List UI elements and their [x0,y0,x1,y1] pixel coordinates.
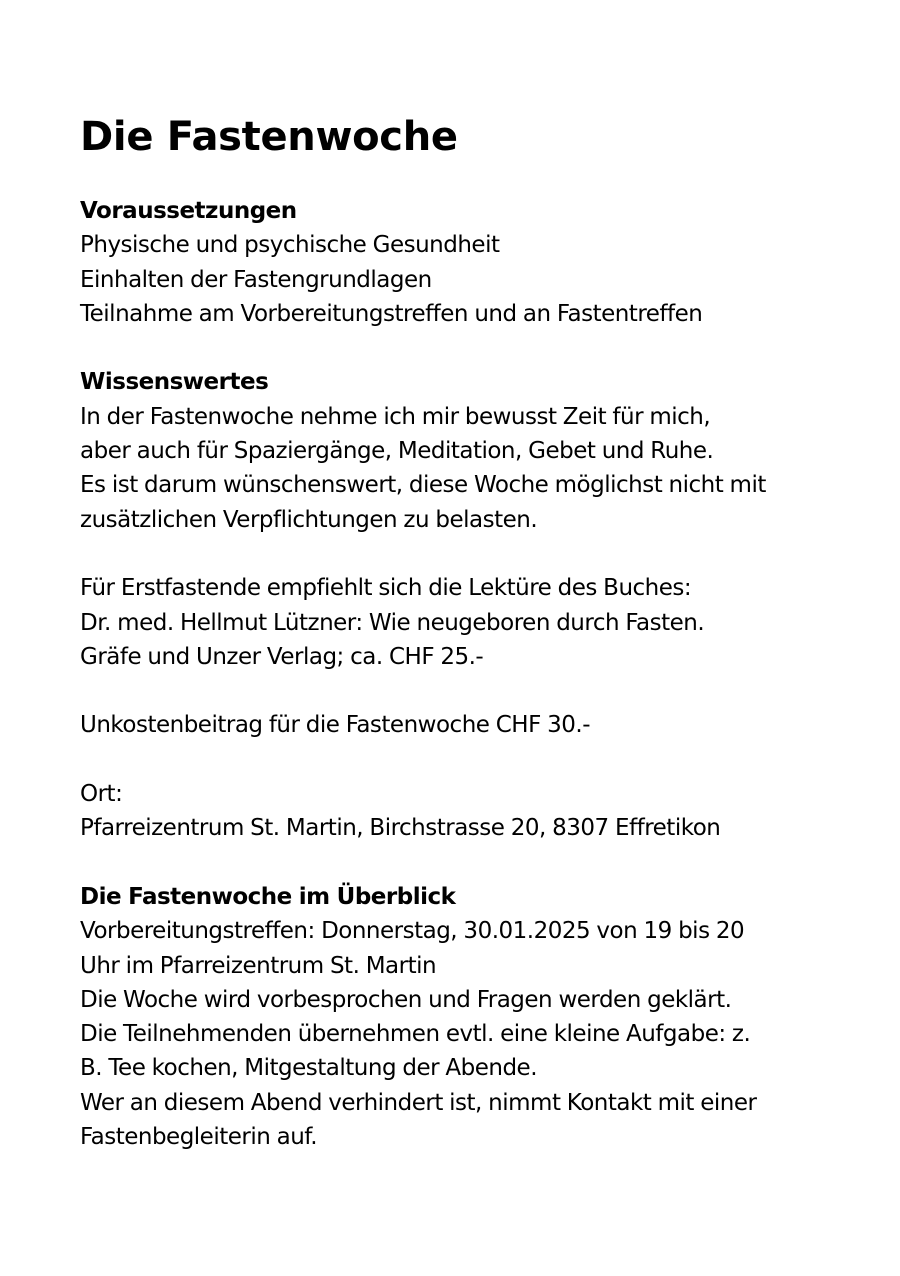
section-ueberblick [80,880,870,1154]
overview-line: Fastenbegleiterin auf. [80,1124,318,1151]
spacer [80,537,870,571]
overview-line: Vorbereitungstreffen: Donnerstag, 30.01.2025 von 19 bis 20 [80,918,745,945]
overview-line: Wer an diesem Abend verhindert ist, nimmt Kontakt mit einer [80,1089,757,1116]
section-voraussetzungen [80,194,870,331]
cost-line: Unkostenbeitrag für die Fastenwoche CHF 30.- [80,712,591,739]
book-recommendation-line: Gräfe und Unzer Verlag; ca. CHF 25.- [80,643,484,670]
paragraph-line: In der Fastenwoche nehme ich mir bewusst Zeit für mich, [80,403,711,430]
book-recommendation-line: Dr. med. Hellmut Lützner: Wie neugeboren durch Fasten. [80,609,705,636]
document-page [80,112,870,1154]
overview-line: Uhr im Pfarreizentrum St. Martin [80,952,437,979]
book-recommendation-line: Für Erstfastende empfiehlt sich die Lektüre des Buches: [80,575,692,602]
paragraph-line: aber auch für Spaziergänge, Meditation, Gebet und Ruhe. [80,438,714,465]
spacer [80,331,870,365]
overview-line: Die Woche wird vorbesprochen und Fragen werden geklärt. [80,986,732,1013]
section-heading-voraussetzungen: Voraussetzungen [80,198,297,224]
paragraph-line: zusätzlichen Verpflichtungen zu belasten. [80,506,538,533]
location-address: Pfarreizentrum St. Martin, Birchstrasse 20, 8307 Effretikon [80,815,721,842]
requirement-line: Physische und psychische Gesundheit [80,232,500,259]
spacer [80,674,870,708]
spacer [80,743,870,777]
document-body [80,194,870,1154]
page-title: Die Fastenwoche [80,114,458,160]
spacer [80,846,870,880]
paragraph-line: Es ist darum wünschenswert, diese Woche möglichst nicht mit [80,472,766,499]
overview-line: Die Teilnehmenden übernehmen evtl. eine kleine Aufgabe: z. [80,1021,751,1048]
requirement-line: Teilnahme am Vorbereitungstreffen und an Fastentreffen [80,300,703,327]
section-heading-wissenswertes: Wissenswertes [80,369,269,396]
section-wissenswertes [80,365,870,845]
overview-line: B. Tee kochen, Mitgestaltung der Abende. [80,1055,538,1082]
location-label: Ort: [80,781,123,808]
requirement-line: Einhalten der Fastengrundlagen [80,266,432,293]
section-heading-ueberblick: Die Fastenwoche im Überblick [80,883,456,910]
